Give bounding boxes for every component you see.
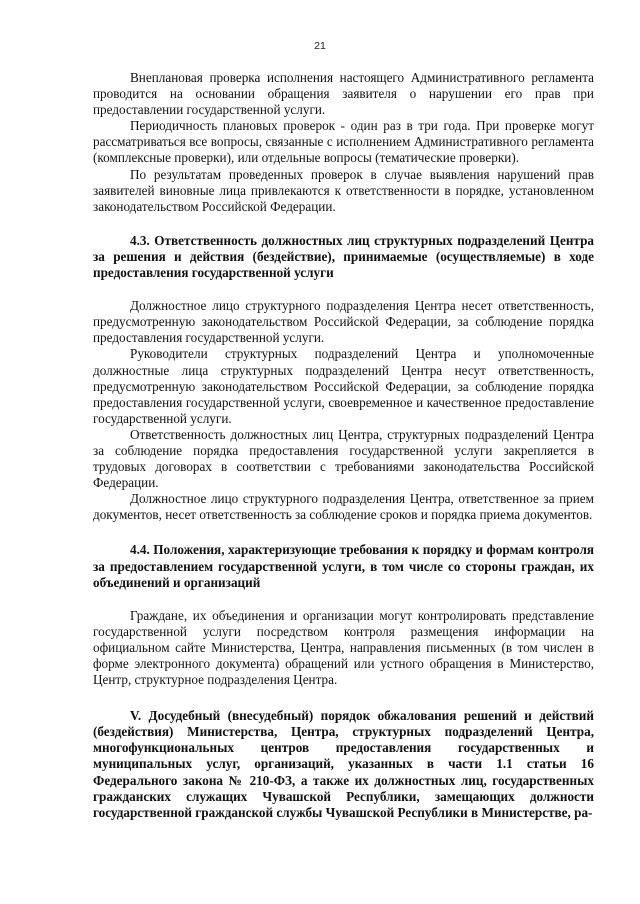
paragraph-unscheduled-inspection: Внеплановая проверка исполнения настоящего Административного регламента проводится на основании обращения заявителя о нарушении его прав при предоставлении государственной услуги. xyxy=(93,70,594,118)
section-4-3-paragraph: Руководители структурных подразделений Центра и уполномоченные должностные лица структурных подразделений Центра несут ответственность, предусмотренную законодательством Российской Федерации, за соблюдение порядка предоставления государственной услуги, своевременное и качественное предоставление государственной услуги. xyxy=(93,346,594,426)
section-4-3-paragraph: Должностное лицо структурного подразделения Центра несет ответственность, предусмотренную законодательством Российской Федерации, за соблюдение порядка предоставления государственной услуги. xyxy=(93,298,594,346)
section-4-4-paragraph: Граждане, их объединения и организации могут контролировать представление государственной услуги посредством контроля размещения информации на официальном сайте Министерства, Центра, направления письменных (в том числен в форме электронного документа) обращений или устного обращения в Министерство, Центр, структурное подразделения Центра. xyxy=(93,607,594,688)
document-body xyxy=(93,70,594,821)
section-4-4-heading: 4.4. Положения, характеризующие требования к порядку и формам контроля за предоставлением государственной услуги, в том числе со стороны граждан, их объединений и организаций xyxy=(93,542,594,590)
chapter-5-heading: V. Досудебный (внесудебный) порядок обжалования решений и действий (бездействия) Министерства, Центра, структурных подразделений Центра, многофункциональных центров предоставления государственных и муниципальных услуг, организаций, указанных в части 1.1 статьи 16 Федерального закона № 210-ФЗ, а также их должностных лиц, государственных гражданских служащих Чувашской Республики, замещающих должности государственной гражданской службы Чувашской Республики в Министерстве, ра- xyxy=(93,708,594,820)
page-number: 21 xyxy=(314,40,326,52)
section-4-3-heading: 4.3. Ответственность должностных лиц структурных подразделений Центра за решения и действия (бездействие), принимаемые (осуществляемые) в ходе предоставления государственной услуги xyxy=(93,232,594,281)
paragraph-inspection-results: По результатам проведенных проверок в случае выявления нарушений прав заявителей виновные лица привлекаются к ответственности в порядке, установленном законодательством Российской Федерации. xyxy=(93,166,594,214)
section-4-3-paragraph: Ответственность должностных лиц Центра, структурных подразделений Центра за соблюдение порядка предоставления государственной услуги закрепляется в трудовых договорах в соответствии с требованиями законодательства Российской Федерации. xyxy=(93,426,594,491)
paragraph-inspection-frequency: Периодичность плановых проверок - один раз в три года. При проверке могут рассматриваться все вопросы, связанные с исполнением Административного регламента (комплексные проверки), или отдельные вопросы (тематические проверки). xyxy=(93,118,594,166)
section-4-3-paragraph: Должностное лицо структурного подразделения Центра, ответственное за прием документов, несет ответственность за соблюдение сроков и порядка приема документов. xyxy=(93,491,594,523)
